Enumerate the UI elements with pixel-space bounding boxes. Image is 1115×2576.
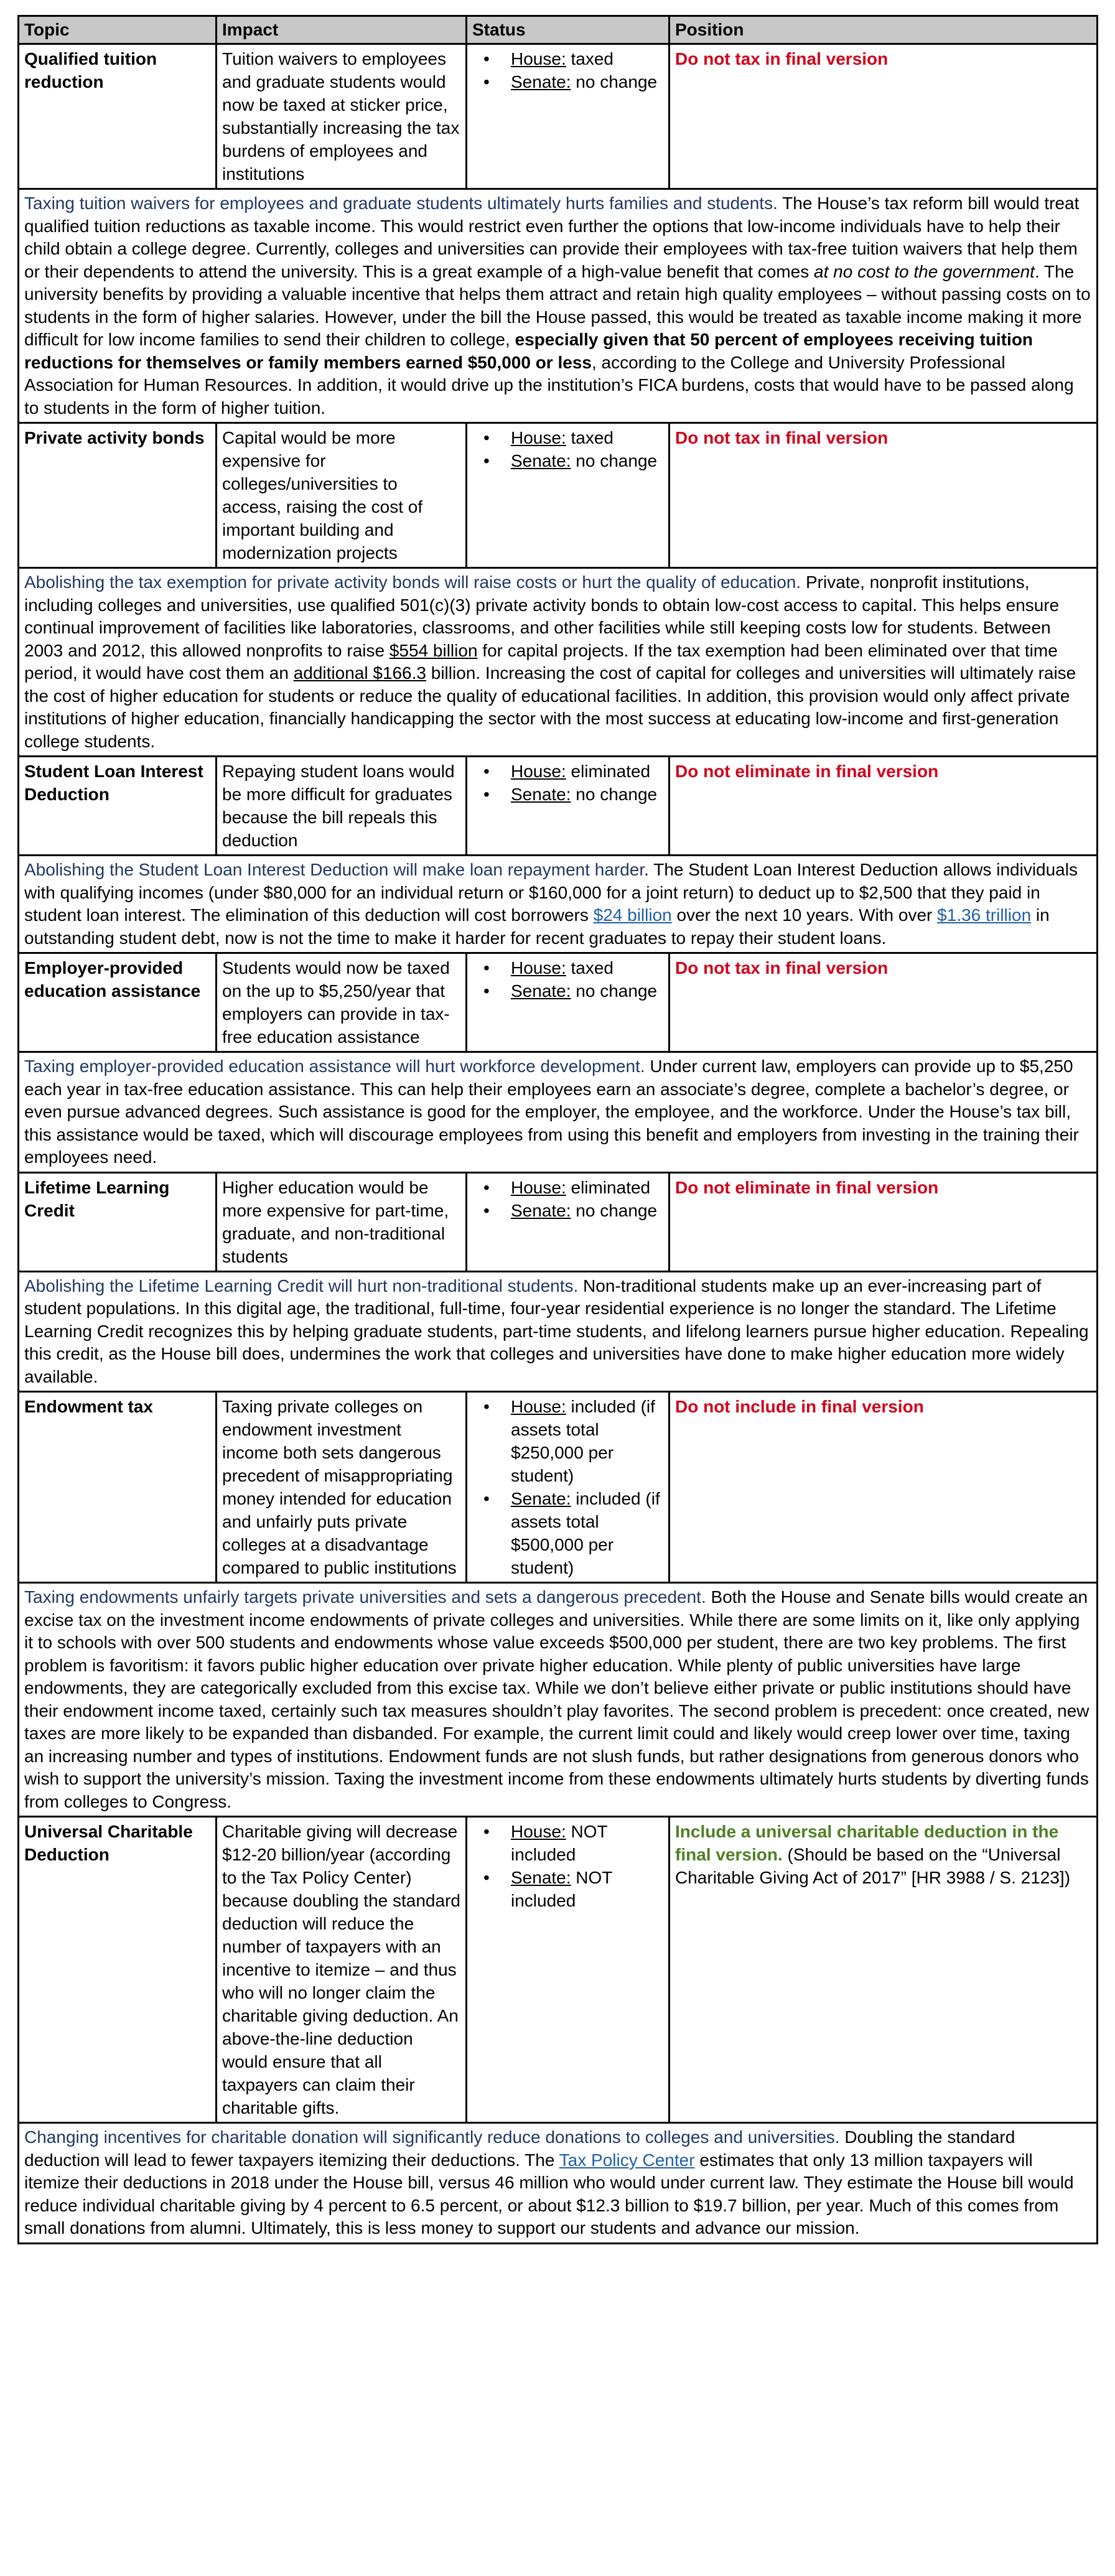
status-item: • Senate: no change xyxy=(511,1199,663,1222)
table-row xyxy=(19,423,1098,568)
impact-cell: Taxing private colleges on endowment investment income both sets dangerous precedent of misappropriating money intended for education and unfairly puts private colleges at a disadvantage compared to public institutions xyxy=(217,1392,467,1583)
position-cell: Do not eliminate in final version xyxy=(669,1172,1098,1271)
description-lead: Taxing employer-provided education assistance will hurt workforce development. xyxy=(24,1057,645,1076)
table-header-row xyxy=(19,16,1098,44)
topic-cell: Student Loan Interest Deduction xyxy=(19,757,217,856)
description-cell: Taxing endowments unfairly targets private universities and sets a dangerous precedent. Both the House and Senate bills would create an excise tax on the investment income endowments of private colleges and universities. While there are some limits on it, like only applying it to schools with over 500 students and endowments whose value exceeds $500,000 per student, there are two key problems. The first problem is favoritism: it favors public higher education over private higher education. While plenty of public universities have large endowments, they are categorically excluded from this excise tax. While we don’t believe either private or public institutions should have their endowment income taxed, certainly such tax measures shouldn’t play favorites. The second problem is precedent: once created, new taxes are more likely to be expanded than disbanded. For example, the current limit could and likely would creep lower over time, taxing an increasing number and types of institutions. Endowment funds are not slush funds, but rather designations from generous donors who wish to support the university’s mission. Taxing the investment income from these endowments ultimately hurts students by diverting funds from colleges to Congress. xyxy=(19,1583,1098,1817)
description-cell: Taxing employer-provided education assistance will hurt workforce development. Under current law, employers can provide up to $5,250 each year in tax-free education assistance. This can help their employees earn an associate’s degree, complete a bachelor’s degree, or even pursue advanced degrees. Such assistance is good for the employer, the employee, and the workforce. Under the House’s tax bill, this assistance would be taxed, which will discourage employees from using this benefit and employers from investing in the training their employees need. xyxy=(19,1052,1098,1173)
position-note: (Should be based on the “Universal Charitable Giving Act of 2017” [HR 3988 / S. 2123]) xyxy=(675,1845,1071,1887)
position-cell: Do not tax in final version xyxy=(669,423,1098,568)
status-item: • House: NOT included xyxy=(511,1820,663,1866)
status-item: • Senate: no change xyxy=(511,783,663,806)
status-item: • House: taxed xyxy=(511,47,663,70)
description-lead: Abolishing the Lifetime Learning Credit will hurt non-traditional students. xyxy=(24,1276,579,1295)
description-lead: Abolishing the tax exemption for private activity bonds will raise costs or hurt the quality of education. xyxy=(24,572,801,592)
table-row xyxy=(19,1172,1098,1271)
description-cell: Taxing tuition waivers for employees and graduate students ultimately hurts families and students. The House’s tax reform bill would treat qualified tuition reductions as taxable income. This would restrict even further the options that low-income individuals have to help their child obtain a college degree. Currently, colleges and universities can provide their employees with tax-free tuition waivers that help them or their dependents to attend the university. This is a great example of a high-value benefit that comes at no cost to the government. The university benefits by providing a valuable incentive that helps them attract and retain high quality employees – without passing costs on to students in the form of higher salaries. However, under the bill the House passed, this would be treated as taxable income making it more difficult for low income families to send their children to college, especially given that 50 percent of employees receiving tuition reductions for themselves or family members earned $50,000 or less, according to the College and University Professional Association for Human Resources. In addition, it would drive up the institution’s FICA burdens, costs that would have to be passed along to students in the form of higher tuition. xyxy=(19,189,1098,423)
topic-cell: Universal Charitable Deduction xyxy=(19,1817,217,2123)
impact-cell: Capital would be more expensive for colleges/universities to access, raising the cost of important building and modernization projects xyxy=(217,423,467,568)
status-cell xyxy=(467,423,669,568)
impact-cell: Students would now be taxed on the up to $5,250/year that employers can provide in tax-free education assistance xyxy=(217,953,467,1052)
status-item: • House: taxed xyxy=(511,426,663,449)
description-row xyxy=(19,1271,1098,1392)
impact-cell: Charitable giving will decrease $12-20 billion/year (according to the Tax Policy Center) because doubling the standard deduction will reduce the number of taxpayers with an incentive to itemize – and thus who will no longer claim the charitable giving deduction. An above-the-line deduction would ensure that all taxpayers can claim their charitable gifts. xyxy=(217,1817,467,2123)
header-position: Position xyxy=(669,16,1098,44)
status-item: • House: eliminated xyxy=(511,760,663,783)
table-row xyxy=(19,1817,1098,2123)
status-item: • House: taxed xyxy=(511,956,663,979)
status-cell xyxy=(467,1817,669,2123)
underlined-figure: $554 billion xyxy=(389,640,478,660)
position-cell: Do not include in final version xyxy=(669,1392,1098,1583)
tax-provisions-table xyxy=(17,15,1098,2244)
impact-cell: Repaying student loans would be more difficult for graduates because the bill repeals this deduction xyxy=(217,757,467,856)
description-lead: Taxing tuition waivers for employees and graduate students ultimately hurts families and students. xyxy=(24,194,778,213)
position-cell: Do not tax in final version xyxy=(669,44,1098,189)
status-cell xyxy=(467,953,669,1052)
description-row xyxy=(19,189,1098,423)
header-impact: Impact xyxy=(217,16,467,44)
description-row xyxy=(19,2123,1098,2244)
description-cell: Abolishing the Student Loan Interest Deduction will make loan repayment harder. The Student Loan Interest Deduction allows individuals with qualifying incomes (under $80,000 for an individual return or $160,000 for a joint return) to deduct up to $2,500 that they paid in student loan interest. The elimination of this deduction will cost borrowers $24 billion over the next 10 years. With over $1.36 trillion in outstanding student debt, now is not the time to make it harder for recent graduates to repay their student loans. xyxy=(19,856,1098,953)
status-item: • Senate: included (if assets total $500,000 per student) xyxy=(511,1487,663,1579)
position-cell: Do not tax in final version xyxy=(669,953,1098,1052)
source-link[interactable]: Tax Policy Center xyxy=(559,2150,695,2170)
impact-cell: Tuition waivers to employees and graduate students would now be taxed at sticker price, substantially increasing the tax burdens of employees and institutions xyxy=(217,44,467,189)
source-link[interactable]: $24 billion xyxy=(593,905,672,925)
description-cell: Abolishing the Lifetime Learning Credit will hurt non-traditional students. Non-traditional students make up an ever-increasing part of student populations. In this digital age, the traditional, full-time, four-year residential experience is no longer the standard. The Lifetime Learning Credit recognizes this by helping graduate students, part-time students, and lifelong learners pursue higher education. Repealing this credit, as the House bill does, undermines the work that colleges and universities have done to make higher education more widely available. xyxy=(19,1271,1098,1392)
description-row xyxy=(19,856,1098,953)
description-cell: Changing incentives for charitable donation will significantly reduce donations to colleges and universities. Doubling the standard deduction will lead to fewer taxpayers itemizing their deductions. The Tax Policy Center estimates that only 13 million taxpayers will itemize their deductions in 2018 under the House bill, versus 46 million who would under current law. They estimate the House bill would reduce individual charitable giving by 4 percent to 6.5 percent, or about $12.3 billion to $19.7 billion, per year. Much of this comes from small donations from alumni. Ultimately, this is less money to support our students and advance our mission. xyxy=(19,2123,1098,2244)
table-row xyxy=(19,953,1098,1052)
status-item: • Senate: no change xyxy=(511,70,663,93)
topic-cell: Qualified tuition reduction xyxy=(19,44,217,189)
status-cell xyxy=(467,44,669,189)
table-row xyxy=(19,757,1098,856)
header-topic: Topic xyxy=(19,16,217,44)
status-item: • House: included (if assets total $250,000 per student) xyxy=(511,1395,663,1487)
description-cell: Abolishing the tax exemption for private activity bonds will raise costs or hurt the quality of education. Private, nonprofit institutions, including colleges and universities, use qualified 501(c)(3) private activity bonds to obtain low-cost access to capital. This helps ensure continual improvement of facilities like laboratories, classrooms, and other facilities while still keeping costs low for students. Between 2003 and 2012, this allowed nonprofits to raise $554 billion for capital projects. If the tax exemption had been eliminated over that time period, it would have cost them an additional $166.3 billion. Increasing the cost of capital for colleges and universities will ultimately raise the cost of higher education for students or reduce the quality of educational facilities. In addition, this provision would only affect private institutions of higher education, financially handicapping the sector with the most success at educating low-income and first-generation college students. xyxy=(19,568,1098,757)
status-cell xyxy=(467,757,669,856)
status-item: • Senate: no change xyxy=(511,979,663,1002)
description-row xyxy=(19,568,1098,757)
description-row xyxy=(19,1052,1098,1173)
description-row xyxy=(19,1583,1098,1817)
topic-cell: Private activity bonds xyxy=(19,423,217,568)
status-cell xyxy=(467,1392,669,1583)
table-row xyxy=(19,44,1098,189)
position-cell: Include a universal charitable deduction in the final version. (Should be based on the “Universal Charitable Giving Act of 2017” [HR 3988 / S. 2123]) xyxy=(669,1817,1098,2123)
description-lead: Abolishing the Student Loan Interest Deduction will make loan repayment harder xyxy=(24,860,645,879)
topic-cell: Endowment tax xyxy=(19,1392,217,1583)
impact-cell: Higher education would be more expensive for part-time, graduate, and non-traditional students xyxy=(217,1172,467,1271)
table-row xyxy=(19,1392,1098,1583)
status-item: • House: eliminated xyxy=(511,1176,663,1199)
topic-cell: Lifetime Learning Credit xyxy=(19,1172,217,1271)
description-lead: Taxing endowments unfairly targets private universities and sets a dangerous precedent. xyxy=(24,1587,706,1607)
header-status: Status xyxy=(467,16,669,44)
source-link[interactable]: $1.36 trillion xyxy=(937,905,1032,925)
description-lead: Changing incentives for charitable donation will significantly reduce donations to colleges and universities. xyxy=(24,2127,840,2147)
status-cell xyxy=(467,1172,669,1271)
topic-cell: Employer-provided education assistance xyxy=(19,953,217,1052)
status-item: • Senate: no change xyxy=(511,449,663,472)
document-page xyxy=(17,15,1096,2244)
status-item: • Senate: NOT included xyxy=(511,1866,663,1912)
position-cell: Do not eliminate in final version xyxy=(669,757,1098,856)
underlined-figure: additional $166.3 xyxy=(293,663,426,683)
